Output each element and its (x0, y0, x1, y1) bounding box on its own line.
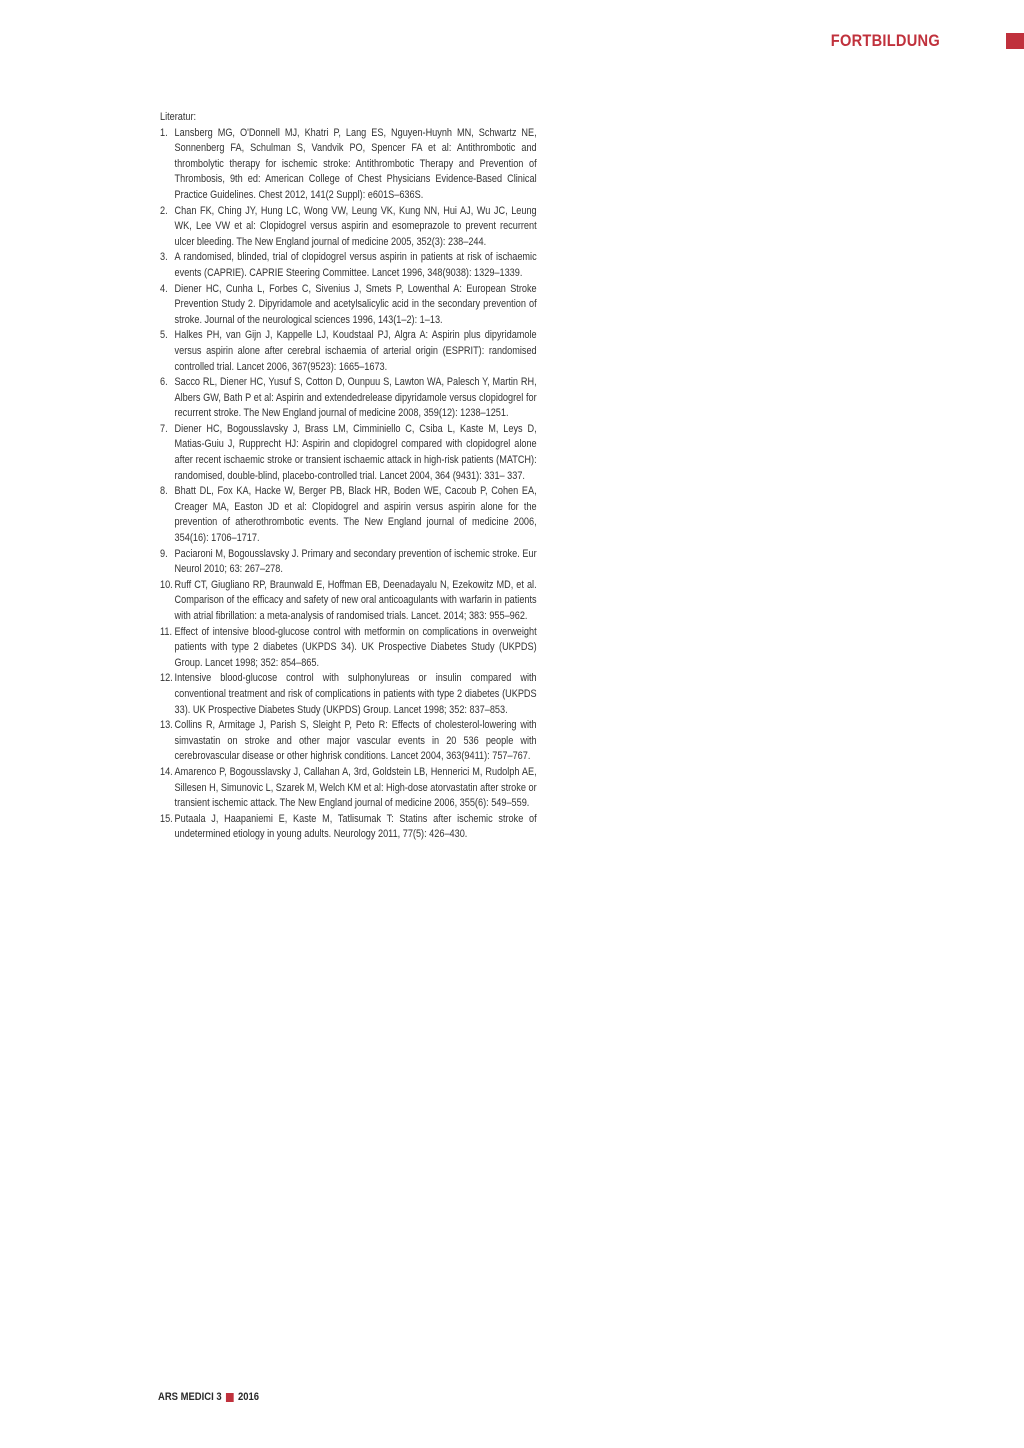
reference-text: Putaala J, Haapaniemi E, Kaste M, Tatlisumak T: Statins after ischemic stroke of undetermined etiology in young adults. Neurology 2011, 77(5): 426–430. (174, 812, 537, 841)
reference-number: 11. (160, 625, 173, 638)
reference-text: Intensive blood-glucose control with sulphonylureas or insulin compared with conventional treatment and risk of complications in patients with type 2 diabetes (UKPDS 33). UK Prospective Diabetes Study (UKPDS) Group. Lancet 1998; 352: 837–853. (174, 672, 537, 716)
reference-item-8 (160, 484, 537, 546)
references-heading: Literatur: (160, 111, 197, 123)
reference-text: Effect of intensive blood-glucose control with metformin on complications in overweight patients with type 2 diabetes (UKPDS 34). UK Prospective Diabetes Study (UKPDS) Group. Lancet 1998; 352: 854–865. (174, 625, 537, 669)
reference-section (160, 110, 537, 843)
reference-text: Amarenco P, Bogousslavsky J, Callahan A, 3rd, Goldstein LB, Hennerici M, Rudolph AE, Sillesen H, Simunovic L, Szarek M, Welch KM et al: High-dose atorvastatin after stroke or transient ischemic attack. The New England journal of medicine 2006, 355(6): 549–559. (174, 765, 537, 810)
reference-number: 7. (160, 422, 168, 435)
reference-text: Halkes PH, van Gijn J, Kappelle LJ, Koudstaal PJ, Algra A: Aspirin plus dipyridamole versus aspirin alone after cerebral ischaemia of arterial origin (ESPRIT): randomised controlled trial. Lancet 2006, 367(9523): 1665–1673. (174, 329, 537, 373)
journal-name: ARS MEDICI 3 (158, 1391, 222, 1403)
reference-number: 1. (160, 126, 168, 139)
reference-item-14 (160, 765, 537, 812)
reference-text: Sacco RL, Diener HC, Yusuf S, Cotton D, Ounpuu S, Lawton WA, Palesch Y, Martin RH, Albers GW, Bath P et al: Aspirin and extendedrelease dipyridamole versus clopidogrel for recurrent stroke. The New England journal of medicine 2008, 359(12): 1238–1251. (174, 376, 537, 420)
reference-number: 9. (160, 547, 168, 560)
reference-text: Ruff CT, Giugliano RP, Braunwald E, Hoffman EB, Deenadayalu N, Ezekowitz MD, et al. Comparison of the efficacy and safety of new oral anticoagulants with warfarin in patients with atrial fibrillation: a meta-analysis of randomised trials. Lancet. 2014; 383: 955–962. (174, 578, 537, 622)
reference-item-2 (160, 204, 537, 251)
footer-separator-square (226, 1393, 234, 1402)
reference-number: 14. (160, 765, 173, 778)
reference-item-6 (160, 375, 537, 422)
reference-text: Lansberg MG, O'Donnell MJ, Khatri P, Lang ES, Nguyen-Huynh MN, Schwartz NE, Sonnenberg FA, Schulman S, Vandvik PO, Spencer FA et al: Antithrombotic and thrombolytic therapy for ischemic stroke: Antithrombotic Therapy and Prevention of Thrombosis, 9th ed: American College of Chest Physicians Evidence-Based Clinical Practice Guidelines. Chest 2012, 141(2 Suppl): e601S–636S. (174, 126, 537, 201)
journal-year: 2016 (237, 1391, 260, 1403)
reference-number: 6. (160, 376, 168, 389)
reference-text: Paciaroni M, Bogousslavsky J. Primary and secondary prevention of ischemic stroke. Eur Neurol 2010; 63: 267–278. (174, 547, 537, 576)
reference-item-1 (160, 126, 537, 204)
reference-text: Collins R, Armitage J, Parish S, Sleight P, Peto R: Effects of cholesterol-lowering with simvastatin on stroke and other major vascular events in 20 536 people with cerebrovascular disease or other highrisk conditions. Lancet 2004, 363(9411): 757–767. (174, 719, 537, 763)
page-footer (158, 1391, 259, 1403)
reference-item-9 (160, 547, 537, 578)
reference-number: 15. (160, 812, 173, 825)
reference-text: Diener HC, Cunha L, Forbes C, Sivenius J, Smets P, Lowenthal A: European Stroke Prevention Study 2. Dipyridamole and acetylsalicylic acid in the secondary prevention of stroke. Journal of the neurological sciences 1996, 143(1–2): 1–13. (174, 282, 537, 326)
reference-item-15 (160, 812, 537, 843)
reference-item-11 (160, 625, 537, 672)
reference-number: 8. (160, 485, 168, 498)
reference-number: 2. (160, 204, 168, 217)
reference-text: Diener HC, Bogousslavsky J, Brass LM, Cimminiello C, Csiba L, Kaste M, Leys D, Matias-Guiu J, Rupprecht HJ: Aspirin and clopidogrel compared with clopidogrel alone after recent ischaemic stroke or transient ischaemic attack in high-risk patients (MATCH): randomised, double-blind, placebo-controlled trial. Lancet 2004, 364 (9431): 331– 337. (174, 422, 537, 482)
reference-text: Bhatt DL, Fox KA, Hacke W, Berger PB, Black HR, Boden WE, Cacoub P, Cohen EA, Creager MA, Easton JD et al: Clopidogrel and aspirin versus aspirin alone for the prevention of atherothrombotic events. The New England journal of medicine 2006, 354(16): 1706–1717. (174, 485, 537, 545)
reference-number: 10. (160, 578, 173, 591)
reference-item-10 (160, 578, 537, 625)
reference-number: 12. (160, 672, 173, 685)
reference-text: Chan FK, Ching JY, Hung LC, Wong VW, Leung VK, Kung NN, Hui AJ, Wu JC, Leung WK, Lee VW et al: Clopidogrel versus aspirin and esomeprazole to prevent recurrent ulcer bleeding. The New England journal of medicine 2005, 352(3): 238–244. (174, 204, 537, 248)
reference-text: A randomised, blinded, trial of clopidogrel versus aspirin in patients at risk of ischaemic events (CAPRIE). CAPRIE Steering Committee. Lancet 1996, 348(9038): 1329–1339. (174, 251, 537, 279)
reference-item-12 (160, 671, 537, 718)
reference-number: 4. (160, 282, 168, 295)
reference-item-7 (160, 422, 537, 484)
reference-list (160, 126, 537, 843)
reference-item-3 (160, 250, 537, 281)
reference-number: 13. (160, 719, 173, 732)
reference-item-5 (160, 328, 537, 375)
section-marker-square (1006, 33, 1024, 49)
reference-item-13 (160, 718, 537, 765)
reference-item-4 (160, 282, 537, 329)
reference-number: 5. (160, 329, 168, 342)
reference-number: 3. (160, 251, 168, 264)
section-label: FORTBILDUNG (830, 31, 940, 50)
